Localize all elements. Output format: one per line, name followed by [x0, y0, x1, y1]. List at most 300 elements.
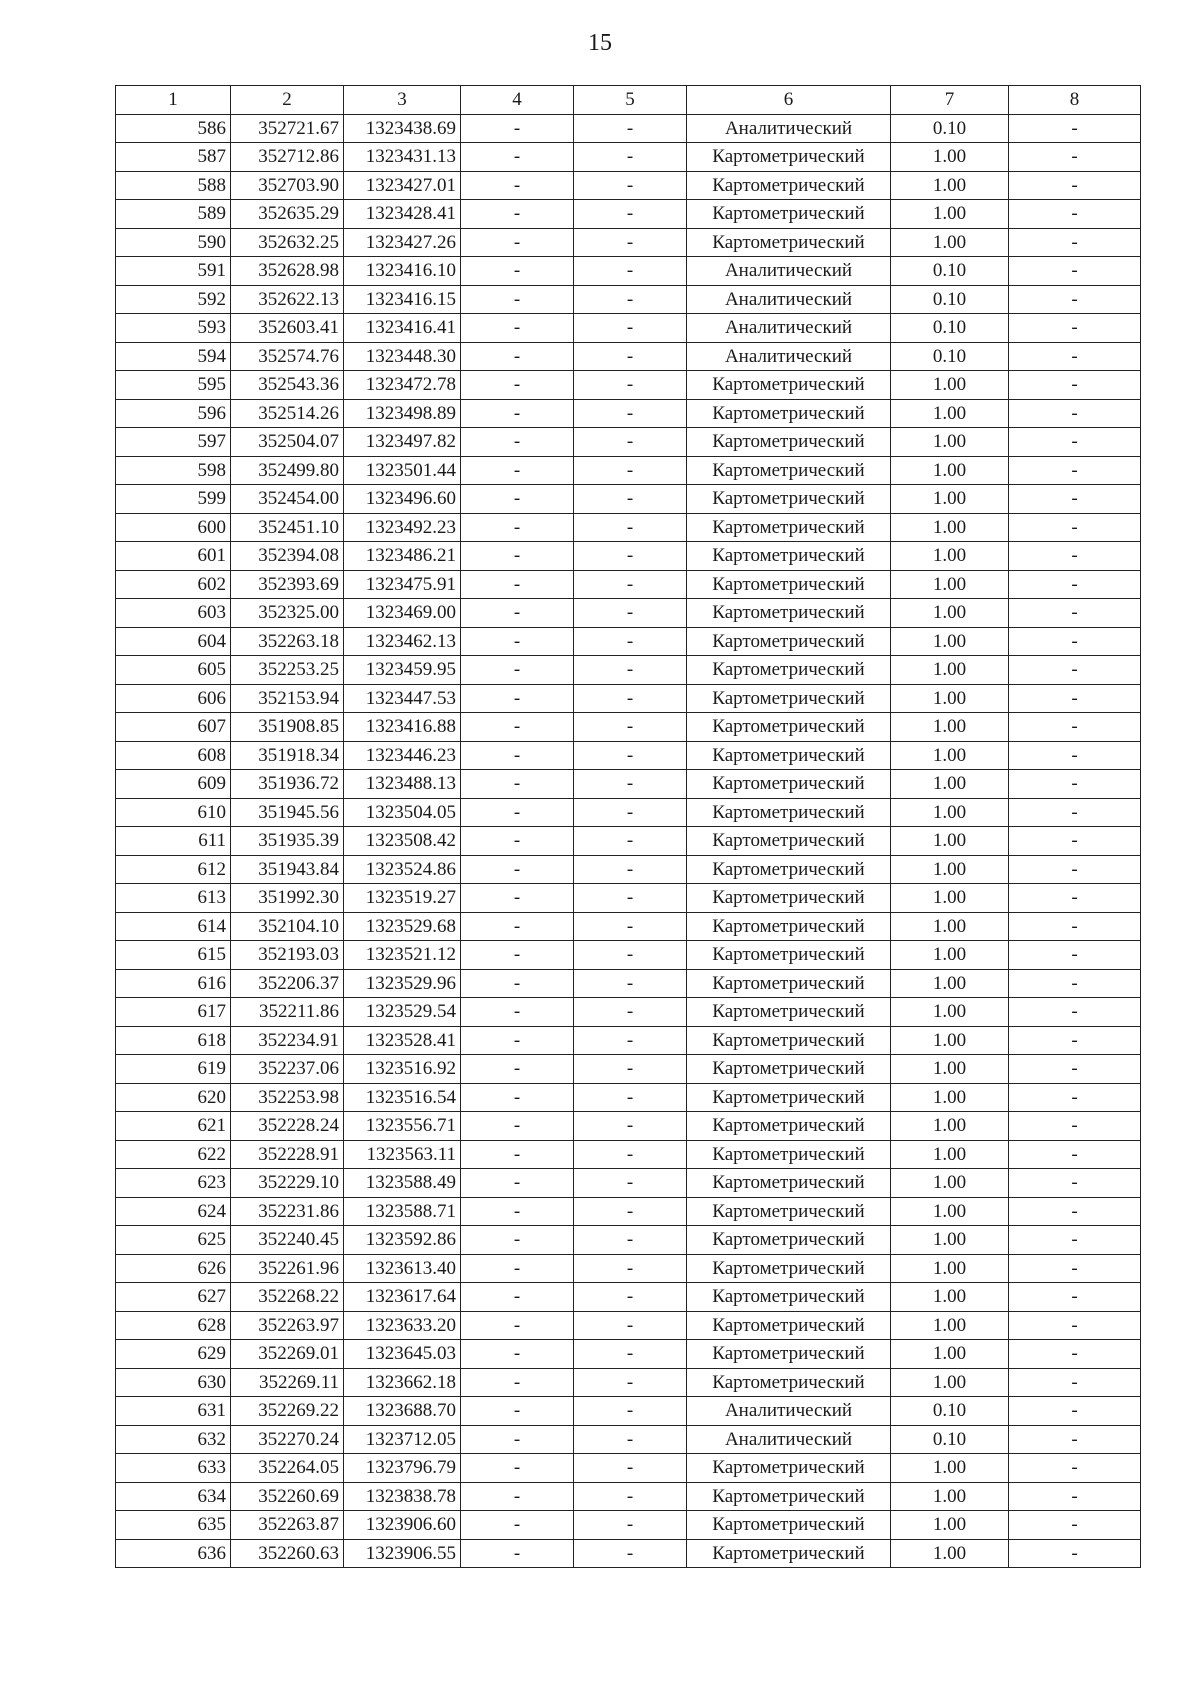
- accuracy-cell: 1.00: [891, 1254, 1009, 1283]
- point-number-cell: 590: [116, 228, 231, 257]
- table-row: [116, 399, 1141, 428]
- column-header: 2: [231, 86, 344, 115]
- table-row: [116, 1169, 1141, 1198]
- y-coordinate-cell: 1323469.00: [344, 599, 461, 628]
- point-number-cell: 593: [116, 314, 231, 343]
- method-cell: Картометрический: [687, 599, 891, 628]
- method-cell: Картометрический: [687, 1055, 891, 1084]
- col5-cell: -: [574, 1140, 687, 1169]
- method-cell: Картометрический: [687, 713, 891, 742]
- point-number-cell: 618: [116, 1026, 231, 1055]
- x-coordinate-cell: 352263.97: [231, 1311, 344, 1340]
- method-cell: Картометрический: [687, 1283, 891, 1312]
- accuracy-cell: 0.10: [891, 314, 1009, 343]
- table-row: [116, 969, 1141, 998]
- accuracy-cell: 0.10: [891, 1397, 1009, 1426]
- accuracy-cell: 1.00: [891, 941, 1009, 970]
- point-number-cell: 635: [116, 1511, 231, 1540]
- x-coordinate-cell: 352499.80: [231, 456, 344, 485]
- col8-cell: -: [1009, 912, 1141, 941]
- point-number-cell: 632: [116, 1425, 231, 1454]
- accuracy-cell: 1.00: [891, 855, 1009, 884]
- col8-cell: -: [1009, 171, 1141, 200]
- accuracy-cell: 1.00: [891, 1539, 1009, 1568]
- method-cell: Картометрический: [687, 969, 891, 998]
- point-number-cell: 613: [116, 884, 231, 913]
- col4-cell: -: [461, 485, 574, 514]
- method-cell: Картометрический: [687, 884, 891, 913]
- y-coordinate-cell: 1323524.86: [344, 855, 461, 884]
- table-row: [116, 941, 1141, 970]
- table-row: [116, 1482, 1141, 1511]
- col5-cell: -: [574, 713, 687, 742]
- y-coordinate-cell: 1323416.41: [344, 314, 461, 343]
- method-cell: Картометрический: [687, 912, 891, 941]
- col5-cell: -: [574, 570, 687, 599]
- table-row: [116, 171, 1141, 200]
- y-coordinate-cell: 1323496.60: [344, 485, 461, 514]
- table-row: [116, 1112, 1141, 1141]
- method-cell: Картометрический: [687, 485, 891, 514]
- col8-cell: -: [1009, 884, 1141, 913]
- point-number-cell: 620: [116, 1083, 231, 1112]
- col4-cell: -: [461, 884, 574, 913]
- col8-cell: -: [1009, 1026, 1141, 1055]
- col8-cell: -: [1009, 741, 1141, 770]
- y-coordinate-cell: 1323416.10: [344, 257, 461, 286]
- table-row: [116, 143, 1141, 172]
- table-body: [116, 114, 1141, 1568]
- method-cell: Картометрический: [687, 1311, 891, 1340]
- accuracy-cell: 1.00: [891, 570, 1009, 599]
- col8-cell: -: [1009, 1283, 1141, 1312]
- x-coordinate-cell: 352260.63: [231, 1539, 344, 1568]
- x-coordinate-cell: 352193.03: [231, 941, 344, 970]
- col4-cell: -: [461, 1226, 574, 1255]
- col8-cell: -: [1009, 1140, 1141, 1169]
- point-number-cell: 599: [116, 485, 231, 514]
- point-number-cell: 609: [116, 770, 231, 799]
- method-cell: Картометрический: [687, 171, 891, 200]
- accuracy-cell: 1.00: [891, 599, 1009, 628]
- col4-cell: -: [461, 1254, 574, 1283]
- col8-cell: -: [1009, 456, 1141, 485]
- col4-cell: -: [461, 1511, 574, 1540]
- x-coordinate-cell: 352703.90: [231, 171, 344, 200]
- point-number-cell: 614: [116, 912, 231, 941]
- col4-cell: -: [461, 143, 574, 172]
- x-coordinate-cell: 352721.67: [231, 114, 344, 143]
- y-coordinate-cell: 1323501.44: [344, 456, 461, 485]
- table-row: [116, 1425, 1141, 1454]
- table-row: [116, 1511, 1141, 1540]
- col4-cell: -: [461, 200, 574, 229]
- table-row: [116, 1026, 1141, 1055]
- method-cell: Картометрический: [687, 1368, 891, 1397]
- accuracy-cell: 0.10: [891, 285, 1009, 314]
- accuracy-cell: 0.10: [891, 342, 1009, 371]
- col8-cell: -: [1009, 1340, 1141, 1369]
- col8-cell: -: [1009, 428, 1141, 457]
- x-coordinate-cell: 352514.26: [231, 399, 344, 428]
- table-row: [116, 1397, 1141, 1426]
- table-row: [116, 1055, 1141, 1084]
- col5-cell: -: [574, 1482, 687, 1511]
- method-cell: Картометрический: [687, 1340, 891, 1369]
- col4-cell: -: [461, 1197, 574, 1226]
- col4-cell: -: [461, 599, 574, 628]
- accuracy-cell: 1.00: [891, 1482, 1009, 1511]
- table-row: [116, 656, 1141, 685]
- col5-cell: -: [574, 428, 687, 457]
- col5-cell: -: [574, 200, 687, 229]
- point-number-cell: 602: [116, 570, 231, 599]
- point-number-cell: 628: [116, 1311, 231, 1340]
- col4-cell: -: [461, 285, 574, 314]
- accuracy-cell: 1.00: [891, 741, 1009, 770]
- accuracy-cell: 1.00: [891, 200, 1009, 229]
- accuracy-cell: 1.00: [891, 912, 1009, 941]
- x-coordinate-cell: 352269.01: [231, 1340, 344, 1369]
- accuracy-cell: 1.00: [891, 542, 1009, 571]
- x-coordinate-cell: 352264.05: [231, 1454, 344, 1483]
- col8-cell: -: [1009, 1055, 1141, 1084]
- col5-cell: -: [574, 1254, 687, 1283]
- y-coordinate-cell: 1323447.53: [344, 684, 461, 713]
- col8-cell: -: [1009, 1454, 1141, 1483]
- method-cell: Картометрический: [687, 1026, 891, 1055]
- col5-cell: -: [574, 998, 687, 1027]
- method-cell: Картометрический: [687, 1169, 891, 1198]
- x-coordinate-cell: 352231.86: [231, 1197, 344, 1226]
- col5-cell: -: [574, 941, 687, 970]
- point-number-cell: 627: [116, 1283, 231, 1312]
- accuracy-cell: 1.00: [891, 827, 1009, 856]
- y-coordinate-cell: 1323427.26: [344, 228, 461, 257]
- x-coordinate-cell: 352153.94: [231, 684, 344, 713]
- col5-cell: -: [574, 770, 687, 799]
- y-coordinate-cell: 1323521.12: [344, 941, 461, 970]
- x-coordinate-cell: 352269.22: [231, 1397, 344, 1426]
- table-row: [116, 228, 1141, 257]
- col4-cell: -: [461, 1368, 574, 1397]
- x-coordinate-cell: 351945.56: [231, 798, 344, 827]
- col4-cell: -: [461, 855, 574, 884]
- method-cell: Картометрический: [687, 1454, 891, 1483]
- x-coordinate-cell: 352504.07: [231, 428, 344, 457]
- accuracy-cell: 1.00: [891, 1197, 1009, 1226]
- accuracy-cell: 1.00: [891, 713, 1009, 742]
- col8-cell: -: [1009, 485, 1141, 514]
- point-number-cell: 606: [116, 684, 231, 713]
- table-row: [116, 798, 1141, 827]
- method-cell: Аналитический: [687, 257, 891, 286]
- col4-cell: -: [461, 941, 574, 970]
- accuracy-cell: 0.10: [891, 114, 1009, 143]
- table-row: [116, 741, 1141, 770]
- col5-cell: -: [574, 627, 687, 656]
- point-number-cell: 595: [116, 371, 231, 400]
- accuracy-cell: 1.00: [891, 1340, 1009, 1369]
- y-coordinate-cell: 1323906.55: [344, 1539, 461, 1568]
- x-coordinate-cell: 352603.41: [231, 314, 344, 343]
- point-number-cell: 623: [116, 1169, 231, 1198]
- col5-cell: -: [574, 599, 687, 628]
- point-number-cell: 591: [116, 257, 231, 286]
- method-cell: Картометрический: [687, 941, 891, 970]
- col8-cell: -: [1009, 200, 1141, 229]
- x-coordinate-cell: 352632.25: [231, 228, 344, 257]
- col4-cell: -: [461, 513, 574, 542]
- point-number-cell: 624: [116, 1197, 231, 1226]
- x-coordinate-cell: 352451.10: [231, 513, 344, 542]
- method-cell: Аналитический: [687, 285, 891, 314]
- col8-cell: -: [1009, 570, 1141, 599]
- col5-cell: -: [574, 542, 687, 571]
- col5-cell: -: [574, 1454, 687, 1483]
- method-cell: Картометрический: [687, 513, 891, 542]
- x-coordinate-cell: 352268.22: [231, 1283, 344, 1312]
- col4-cell: -: [461, 257, 574, 286]
- method-cell: Аналитический: [687, 1425, 891, 1454]
- col5-cell: -: [574, 342, 687, 371]
- col5-cell: -: [574, 1112, 687, 1141]
- y-coordinate-cell: 1323529.54: [344, 998, 461, 1027]
- point-number-cell: 608: [116, 741, 231, 770]
- coordinates-table: [115, 85, 1141, 1568]
- method-cell: Картометрический: [687, 1083, 891, 1112]
- table-row: [116, 1226, 1141, 1255]
- point-number-cell: 597: [116, 428, 231, 457]
- col4-cell: -: [461, 656, 574, 685]
- col4-cell: -: [461, 1425, 574, 1454]
- col4-cell: -: [461, 998, 574, 1027]
- method-cell: Картометрический: [687, 770, 891, 799]
- col4-cell: -: [461, 314, 574, 343]
- accuracy-cell: 1.00: [891, 1169, 1009, 1198]
- method-cell: Картометрический: [687, 371, 891, 400]
- accuracy-cell: 1.00: [891, 1311, 1009, 1340]
- y-coordinate-cell: 1323428.41: [344, 200, 461, 229]
- y-coordinate-cell: 1323504.05: [344, 798, 461, 827]
- point-number-cell: 592: [116, 285, 231, 314]
- y-coordinate-cell: 1323588.49: [344, 1169, 461, 1198]
- col8-cell: -: [1009, 1254, 1141, 1283]
- accuracy-cell: 1.00: [891, 485, 1009, 514]
- col5-cell: -: [574, 1283, 687, 1312]
- y-coordinate-cell: 1323446.23: [344, 741, 461, 770]
- col5-cell: -: [574, 1539, 687, 1568]
- col4-cell: -: [461, 1112, 574, 1141]
- col8-cell: -: [1009, 143, 1141, 172]
- col4-cell: -: [461, 713, 574, 742]
- col8-cell: -: [1009, 713, 1141, 742]
- y-coordinate-cell: 1323588.71: [344, 1197, 461, 1226]
- y-coordinate-cell: 1323662.18: [344, 1368, 461, 1397]
- x-coordinate-cell: 351908.85: [231, 713, 344, 742]
- col5-cell: -: [574, 1026, 687, 1055]
- y-coordinate-cell: 1323416.15: [344, 285, 461, 314]
- col5-cell: -: [574, 798, 687, 827]
- y-coordinate-cell: 1323796.79: [344, 1454, 461, 1483]
- col4-cell: -: [461, 1311, 574, 1340]
- method-cell: Картометрический: [687, 428, 891, 457]
- method-cell: Картометрический: [687, 1112, 891, 1141]
- col5-cell: -: [574, 1083, 687, 1112]
- col5-cell: -: [574, 884, 687, 913]
- point-number-cell: 626: [116, 1254, 231, 1283]
- col5-cell: -: [574, 456, 687, 485]
- y-coordinate-cell: 1323427.01: [344, 171, 461, 200]
- col5-cell: -: [574, 684, 687, 713]
- col4-cell: -: [461, 1397, 574, 1426]
- col8-cell: -: [1009, 314, 1141, 343]
- accuracy-cell: 1.00: [891, 456, 1009, 485]
- x-coordinate-cell: 352263.18: [231, 627, 344, 656]
- column-header: 7: [891, 86, 1009, 115]
- col8-cell: -: [1009, 342, 1141, 371]
- point-number-cell: 621: [116, 1112, 231, 1141]
- y-coordinate-cell: 1323516.54: [344, 1083, 461, 1112]
- col5-cell: -: [574, 1197, 687, 1226]
- table-row: [116, 1311, 1141, 1340]
- col4-cell: -: [461, 1482, 574, 1511]
- x-coordinate-cell: 352237.06: [231, 1055, 344, 1084]
- col8-cell: -: [1009, 1511, 1141, 1540]
- col4-cell: -: [461, 1026, 574, 1055]
- x-coordinate-cell: 352712.86: [231, 143, 344, 172]
- col4-cell: -: [461, 171, 574, 200]
- x-coordinate-cell: 352393.69: [231, 570, 344, 599]
- point-number-cell: 603: [116, 599, 231, 628]
- accuracy-cell: 1.00: [891, 770, 1009, 799]
- y-coordinate-cell: 1323462.13: [344, 627, 461, 656]
- column-header: 6: [687, 86, 891, 115]
- col4-cell: -: [461, 542, 574, 571]
- header-row: [116, 86, 1141, 115]
- accuracy-cell: 1.00: [891, 1283, 1009, 1312]
- accuracy-cell: 1.00: [891, 228, 1009, 257]
- y-coordinate-cell: 1323475.91: [344, 570, 461, 599]
- table-row: [116, 1539, 1141, 1568]
- accuracy-cell: 1.00: [891, 1083, 1009, 1112]
- col4-cell: -: [461, 428, 574, 457]
- col8-cell: -: [1009, 1083, 1141, 1112]
- table-row: [116, 1340, 1141, 1369]
- table-row: [116, 1197, 1141, 1226]
- table-row: [116, 1254, 1141, 1283]
- x-coordinate-cell: 351935.39: [231, 827, 344, 856]
- table-row: [116, 114, 1141, 143]
- col5-cell: -: [574, 1340, 687, 1369]
- accuracy-cell: 0.10: [891, 1425, 1009, 1454]
- col8-cell: -: [1009, 1311, 1141, 1340]
- x-coordinate-cell: 352263.87: [231, 1511, 344, 1540]
- accuracy-cell: 1.00: [891, 684, 1009, 713]
- y-coordinate-cell: 1323563.11: [344, 1140, 461, 1169]
- point-number-cell: 596: [116, 399, 231, 428]
- accuracy-cell: 1.00: [891, 1140, 1009, 1169]
- method-cell: Картометрический: [687, 741, 891, 770]
- y-coordinate-cell: 1323488.13: [344, 770, 461, 799]
- point-number-cell: 598: [116, 456, 231, 485]
- col5-cell: -: [574, 228, 687, 257]
- x-coordinate-cell: 352228.24: [231, 1112, 344, 1141]
- point-number-cell: 588: [116, 171, 231, 200]
- method-cell: Картометрический: [687, 627, 891, 656]
- method-cell: Картометрический: [687, 1226, 891, 1255]
- col8-cell: -: [1009, 1368, 1141, 1397]
- col8-cell: -: [1009, 1226, 1141, 1255]
- y-coordinate-cell: 1323416.88: [344, 713, 461, 742]
- y-coordinate-cell: 1323633.20: [344, 1311, 461, 1340]
- col5-cell: -: [574, 485, 687, 514]
- col4-cell: -: [461, 570, 574, 599]
- table-row: [116, 342, 1141, 371]
- col8-cell: -: [1009, 542, 1141, 571]
- x-coordinate-cell: 352270.24: [231, 1425, 344, 1454]
- col8-cell: -: [1009, 855, 1141, 884]
- col4-cell: -: [461, 741, 574, 770]
- x-coordinate-cell: 352628.98: [231, 257, 344, 286]
- accuracy-cell: 1.00: [891, 1026, 1009, 1055]
- col8-cell: -: [1009, 998, 1141, 1027]
- y-coordinate-cell: 1323508.42: [344, 827, 461, 856]
- point-number-cell: 633: [116, 1454, 231, 1483]
- accuracy-cell: 1.00: [891, 371, 1009, 400]
- col4-cell: -: [461, 371, 574, 400]
- method-cell: Картометрический: [687, 827, 891, 856]
- accuracy-cell: 1.00: [891, 627, 1009, 656]
- col5-cell: -: [574, 143, 687, 172]
- method-cell: Картометрический: [687, 200, 891, 229]
- y-coordinate-cell: 1323459.95: [344, 656, 461, 685]
- x-coordinate-cell: 352253.98: [231, 1083, 344, 1112]
- table-row: [116, 827, 1141, 856]
- col5-cell: -: [574, 1397, 687, 1426]
- y-coordinate-cell: 1323528.41: [344, 1026, 461, 1055]
- col8-cell: -: [1009, 827, 1141, 856]
- method-cell: Картометрический: [687, 228, 891, 257]
- col5-cell: -: [574, 969, 687, 998]
- y-coordinate-cell: 1323688.70: [344, 1397, 461, 1426]
- col8-cell: -: [1009, 1197, 1141, 1226]
- col8-cell: -: [1009, 1482, 1141, 1511]
- col8-cell: -: [1009, 770, 1141, 799]
- col8-cell: -: [1009, 599, 1141, 628]
- x-coordinate-cell: 352234.91: [231, 1026, 344, 1055]
- col4-cell: -: [461, 1083, 574, 1112]
- method-cell: Картометрический: [687, 570, 891, 599]
- point-number-cell: 605: [116, 656, 231, 685]
- col5-cell: -: [574, 1311, 687, 1340]
- table-row: [116, 371, 1141, 400]
- table-row: [116, 485, 1141, 514]
- y-coordinate-cell: 1323613.40: [344, 1254, 461, 1283]
- y-coordinate-cell: 1323438.69: [344, 114, 461, 143]
- col4-cell: -: [461, 969, 574, 998]
- method-cell: Картометрический: [687, 1254, 891, 1283]
- accuracy-cell: 1.00: [891, 1112, 1009, 1141]
- accuracy-cell: 1.00: [891, 998, 1009, 1027]
- accuracy-cell: 1.00: [891, 884, 1009, 913]
- col4-cell: -: [461, 1283, 574, 1312]
- col4-cell: -: [461, 1340, 574, 1369]
- col4-cell: -: [461, 399, 574, 428]
- table-row: [116, 884, 1141, 913]
- point-number-cell: 625: [116, 1226, 231, 1255]
- table-row: [116, 1083, 1141, 1112]
